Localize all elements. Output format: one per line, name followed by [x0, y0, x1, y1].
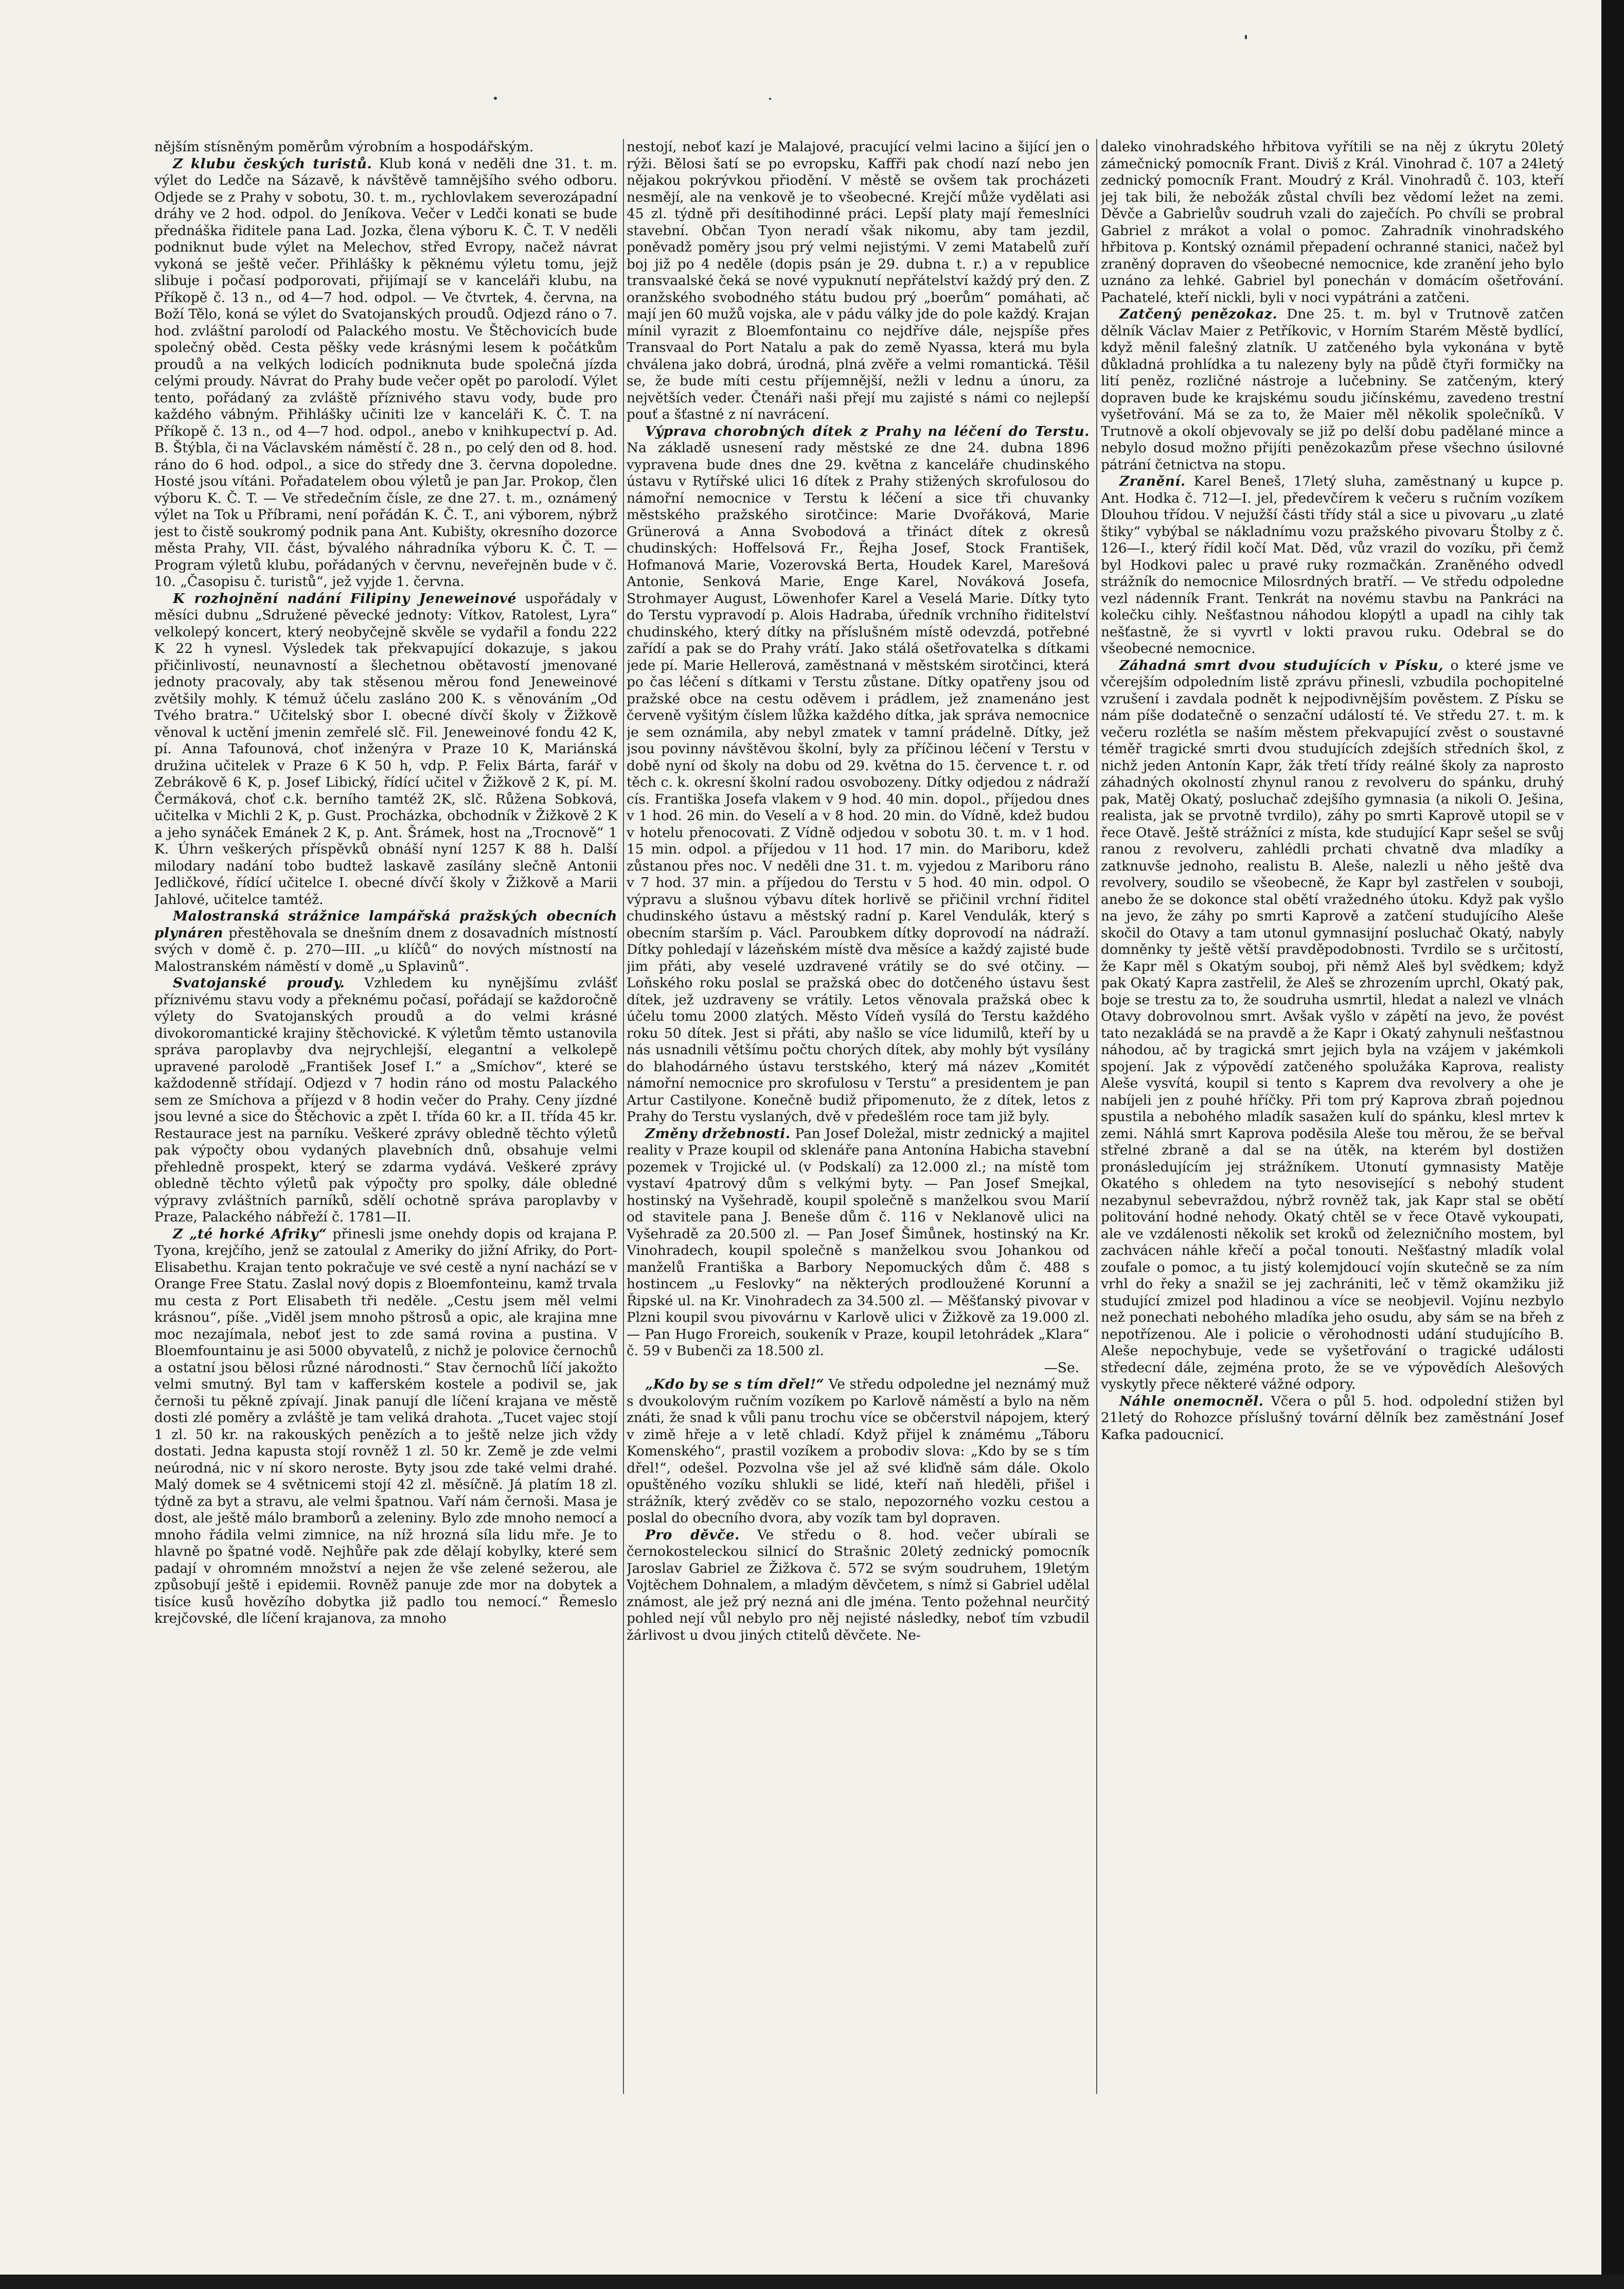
column-divider [623, 139, 624, 2094]
article-body: Karel Beneš, 17letý sluha, zaměstnaný u kupce p. Ant. Hodka č. 712—I. jel, předevčírem k večeru s ručním vozíkem Dlouhou třídou. V nejužší části třídy stál a sice u pivovaru „u zlaté štiky“ vybýbal se nákladnímu vozu pražského pivovaru Štolby z č. 126—I., který řídil kočí Mat. Děd, vůz vrazil do vozíku, při čemž byl Hodkovi palec u pravé ruky rozmačkán. Zraněného odvedl strážník do nemocnice Milosrdných bratří. — Ve středu odpoledne vezl nádenník Frant. Tenkrát na novému stavbu na Pankráci na kolečku cihly. Nešťastnou náhodou klopýtl a upadl na cihly tak nešťastně, že si vyvrtl v lokti pravou ruku. Odebral se do všeobecné nemocnice. [1101, 473, 1564, 656]
article-sudden-illness [1101, 1393, 1564, 1444]
article-heading: „Kdo by se s tím dřel!“ [645, 1376, 825, 1392]
article-body: Ve středu odpoledne jel neznámý muž s dvoukolovým ručním vozíkem po Karlově náměstí a bylo na něm znáti, že snad k vůli panu trochu více se občerstvil nápojem, který v zimě hřeje a v letě chladí. Když přijel k známému „Táboru Komenského“, prastil vozíkem a probodiv slova: „Kdo by se s tím dřel!“, odešel. Pozvolna vše jel až své kliďně sám dále. Okolo opuštěného vozíku shlukli se lidé, kteří naň hleděli, přišel i strážník, který zvěděv co se stalo, nepozorného vozku cestou a poslal do obecního dvora, aby vozík tam byl dopraven. [627, 1376, 1090, 1526]
article-abandoned-cart [627, 1376, 1090, 1527]
article-body: o které jsme ve včerejším odpoledním listě zprávu přinesli, vzbudila pochopitelné vzrušení i zavdala podnět k nejpodivnějším pověstem. Z Písku se nám píše dodatečně o senzační událostí té. Ve středu 27. t. m. k večeru rozlétla se naším městem překvapující zvěst o soustavné téměř tragické smrti dvou studujících zdejších středních škol, z nichž jeden Antonín Kapr, žák třetí třídy reálné školy za naprosto záhadných okolností zhynul ranou z revolveru do spánku, druhý pak, Matěj Okatý, posluchač zdejšího gymnasia (a nikoli O. Ješina, realista, jak se prvotně tvrdilo), záhy po smrti Kaprově utopil se v řece Otavě. Ještě strážníci z místa, kde studující Kapr sešel se svůj ranou z revolveru, zahlédli prchati chvatně dva mladíky a zatknuvše jednoho, realistu B. Aleše, nalezli u něho ještě dva revolvery, soudilo se všeobecně, že Kapr byl zastřelen v souboji, anebo že se dokonce stal obětí vražedného útoku. Když pak vyšlo na jevo, že záhy po smrti Kaprově a zatčení studujícího Aleše skočil do Otavy a tam utonul gymnasijní posluchač Okatý, nabyly domněnky ty ještě větší pravděpodobnosti. Tvrdilo se s určitostí, že Kapr měl s Okatým souboj, při němž Aleš byl svědkem; když pak Okatý Kapra zastřelil, že Aleš se zhrozením uprchl, Okatý pak, boje se trestu za to, že soudruha usmrtil, hledat a nalezl ve vlnách Otavy dobrovolnou smrt. Avšak vyšlo v zápětí na jevo, že povést tato nezakládá se na pravdě a že Kapr i Okatý zahynuli nešťastnou náhodou, ač by tragická smrt jejich byla na vzájem v jakémkoli spojení. Jak z výpovědí zatčeného spolužáka Kaprova, realisty Aleše vysvítá, koupil si tento s Kaprem dva revolvery a ohe je nabíjeli jen z pouhé hříčky. Při tom prý Kaprova zbraň pojednou spustila a nebohého mladík sasažen kulí do spánku, klesl mrtev k zemi. Náhlá smrt Kaprova poděsila Aleše tou měrou, že se beřval střelné zbraně a dal se na útěk, na kterém byl dostižen pronásledujícím jej strážníkem. Utonutí gymnasisty Matěje Okatého s ohledem na tyto nesovisející s nebohý student nezabynul sebevraždou, nýbrž rovněž tak, jak Kapr stal se obětí politování hodné nehody. Okatý chtěl se v řece Otavě vykoupati, ale ve vzdálenosti několik set kroků od železničního mostem, byl zachvácen náhle křečí a počal tonouti. Nešťastný mladík volal zoufale o pomoc, a tu jistý kolemjdoucí vojín skutečně se za ním vrhl do řeky a snažil se jej zachrániti, leč v těmž okamžiku již studující zmizel pod hladinou a více se neobjevil. Vojínu nezbylo než ponechati nebohého mladíka jeho osudu, aby sám se na břeh z nepotřízenou. Ale i policie o věrohodnosti udání studujícího B. Aleše nepochybuje, vede se vyšetřování o tragické události středecní dále, zejména proto, že se ve výpovědích Alešových vyskytly přece některé vážné odpory. [1101, 657, 1564, 1392]
scan-border-right [1601, 0, 1624, 2289]
article-body: Včera o půl 5. hod. odpolední stižen byl 21letý do Rohozce příslušný tovární dělník bez zaměstnání Josef Kafka padoucnicí. [1101, 1393, 1564, 1443]
article-heading: Náhle onemocněl. [1119, 1393, 1264, 1409]
article-jenewein-fund [154, 591, 617, 909]
article-counterfeiter [1101, 306, 1564, 473]
article-body: Ve středu o 8. hod. večer ubírali se černokosteleckou silnicí do Strašnic 20letý zednický pomocník Jaroslav Gabriel ze Žižkova č. 572 se svým soudruhem, 19letým Vojtěchem Dohnalem, a mladým děvčetem, s nímž si Gabriel udělal známost, ale jež prý nezná ani dle jména. Tento požehnal neurčitý pohled nejí vůl nebylo pro něj nejisté následky, neboť tím vzbudil žárlivost u dvou jiných ctitelů děvčete. Ne- [627, 1527, 1090, 1643]
article-africa-letter [154, 1226, 617, 1627]
article-for-girl [627, 1527, 1090, 1644]
article-heading: Výprava chorobných dítek z Prahy na léčení do Terstu. [645, 423, 1090, 439]
article-continuation: daleko vinohradského hřbitova vyřítili se na něj z úkrytu 20letý zámečnický pomocník Frant. Diviš z Král. Vinohrad č. 107 a 24letý zednický pomocník Frant. Moudrý z Král. Vinohradů č. 103, kteří jej tak bili, že nebožák zůstal chvíli bez vědomí ležet na zemi. Děvče a Gabrielův soudruh vzali do zaječích. Po chvíli se probral Gabriel z mrákot a volal o pomoc. Zahradník vinohradského hřbitova p. Kontský oznámil přepadení ochranné stanici, načež byl zraněný dopraven do všeobecné nemocnice, kde zranění jeho bylo uznáno za lehké. Gabriel byl ponechán v domácím ošetřování. Pachatelé, kteří nickli, byli v noci vypátráni a zatčeni. [1101, 139, 1564, 306]
scan-border-bottom [0, 2275, 1624, 2289]
article-heading: Svatojanské proudy. [173, 975, 345, 991]
article-body: uspořádaly v měsíci dubnu „Sdružené pěvecké jednoty: Vítkov, Ratolest, Lyra“ velkolepý koncert, který neobyčejně skvěle se vydařil a fondu 222 K 22 h vynesl. Výsledek tak překvapující dokazuje, s jakou přičinlivostí, neunavností a šlechetnou obětavostí jmenované jednoty pracovaly, aby tak stěsenou měrou fond Jeneweinové zvětšily mohly. K témuž účelu zasláno 200 K. s věnováním „Od Tvého bratra.“ Učitelský sbor I. obecné dívčí školy v Žižkově věnoval k uctění jmenin zemřelé slč. Fil. Jeneweinové fondu 42 K, pí. Anna Tafounová, choť inženýra v Praze 10 K, Mariánská družina učitelek v Praze 6 K 50 h, vdp. P. Felix Bárta, farář v Zebrákově 6 K, p. Josef Libický, řídící učitel v Žižkově 2 K, pí. M. Čermáková, choť c.k. berního tamtéž 2K, slč. Růžena Sobková, učitelka v Michli 2 K, p. Gust. Procházka, obchodník v Žižkově 2 K a jeho synáček Emánek 2 K, p. Ant. Šrámek, host na „Trocnově“ 1 K. Úhrn veškerých příspěvků obnáší nyní 1257 K 88 h. Další milodary nadání tobo budtež laskavě zasílány slečně Antonii Jedličkové, řídící učitelce I. obecné dívčí školy v Žižkově a Marii Jahlové, učitelce tamtéž. [154, 590, 617, 908]
article-heading: Zatčený penězokaz. [1119, 306, 1278, 322]
article-body: Na základě usnesení rady městské ze dne 24. dubna 1896 vypravena bude dnes dne 29. května z kanceláře chudinského ústavu v Rytířské ulici 16 dítek z Prahy stižených skrofulosou do námořní nemocnice v Terstu k léčení a sice tři chuvanky městského pražského sirotčince: Marie Dvořáková, Marie Grünerová a Anna Svobodová a třináct dítek z okresů chudinských: Hoffelsová Fr., Řejha Josef, Stock František, Hofmanová Marie, Vozerovská Berta, Houdek Karel, Marešová Antonie, Senková Marie, Enge Karel, Nováková Josefa, Strohmayer August, Löwenhofer Karel a Veselá Marie. Dítky tyto do Terstu vypravodí p. Alois Hadraba, úředník vrchního řiditelství chudinského, který dítky na příslušném místě odevzdá, potřebné zařídí a pak se do Prahy vrátí. Jako stálá ošetřovatelka s dítkami jede pí. Marie Hellerová, zaměstnaná v městském sirotčinci, která po čas léčení s dítkami v Terstu zůstane. Dítky opatřeny jsou od pražské obce na cestu oděvem i prádlem, jež znamenáno jest červeně vyšitým číslem lůžka každého dítka, jak správa nemocnice je sem oznámila, aby nebyl zmatek v tamní prádelně. Dítky, jež jsou povinny návštěvou školní, byly za příčinou léčení v Terstu v době nyní od školy na dobu od 29. května do 15. července t. r. od těch c. k. okresní školní radou osvobozeny. Dítky odjedou z nádraží cís. Františka Josefa vlakem v 9 hod. 40 min. dopol., příjedou dnes v 1 hod. 26 min. do Veselí a v 8 hod. 20 min. do Vídně, kdež budou v hotelu přenocovati. Z Vídně odjedou v sobotu 30. t. m. v 1 hod. 15 min. odpol. a příjedou v 11 hod. 17 min. do Mariboru, kdež zůstanou přes noc. V neděli dne 31. t. m. vyjedou z Mariboru ráno v 7 hod. 37 min. a příjedou do Terstu v 5 hod. 40 min. odpol. O výpravu a slušnou výbavu dítek horlivě se přičinil vrchní řiditel chudinského ústavu a městský radní p. Karel Vendulák, který s obecním starším p. Václ. Paroubkem dítky doprovodí na nádraží. Dítky pohledají v lázeňském místě dva měsíce a každý zajisté bude jim přáti, aby veselé uzdravené vrátily se do své otčiny. — Loňského roku poslal se pražská obec do dotčeného ústavu šest dítek, jež uzdraveny se vrátily. Letos věnovala pražská obec k účelu tomu 2000 zlatých. Město Vídeň vysílá do Terstu každého roku 50 dítek. Jest si přáti, aby našlo se více lidumilů, kteří by u nás usnadnili většímu počtu chorých dítek, aby mohly být vysílány do blahodárného ústavu terstského, který má název „Komitét námořní nemocnice pro skrofulosu v Terstu“ a presidentem je pan Artur Castilyone. Konečně budiž připomenuto, že z dítek, letos z Prahy do Terstu vyslaných, dvě v předešlém roce tam již byly. [627, 440, 1090, 1125]
article-heading: Malostranská strážnice lampářská pražských obecních plynáren [154, 908, 617, 941]
article-heading: Zranění. [1119, 473, 1186, 489]
print-speck [1245, 35, 1247, 39]
article-body: Dne 25. t. m. byl v Trutnově zatčen dělník Václav Maier z Petříkovic, v Horním Starém Městě bydlící, když měnil falešný zlatník. U zatčeného byla vykonána v bytě důkladná prohlídka a tu nalezeny byly na půdě čtyři formičky na lití peněz, rozličné nástroje a lučebniny. Se zatčeným, který dopraven bude ke krajskému soudu jičínskému, zavedeno trestní vyšetřování. Má se za to, že Maier měl několik společníků. V Trutnově a okolí objevovaly se již po delší dobu padělané mince a nebylo dosud možno přijíti penězokazům přese všechno úsilovné pátrání četnictva na stopu. [1101, 306, 1564, 473]
article-heading: Pro děvče. [645, 1527, 740, 1543]
article-heading: Z „té horké Afriky“ [173, 1226, 327, 1242]
article-body: Pan Josef Doležal, mistr zednický a majitel reality v Praze koupil od sklenáře pana Antonína Habicha stavební pozemek v Trojické ul. (v Podskalí) za 12.000 zl.; na místě tom vystaví 4patrový dům s velkými byty. — Pan Josef Smejkal, hostinský na Vyšehradě, koupil společně s manželkou svou Marií od stavitele pana J. Beneše dům č. 116 v Neklanově ulici na Vyšehradě za 20.500 zl. — Pan Josef Šimůnek, hostinský na Kr. Vinohradech, koupil společně s manželkou svou Johankou od manželů Františka a Barbory Nepomuckých dům č. 488 s hostincem „u Feslovky“ na některých prodloužené Korunní a Řipské ul. na Kr. Vinohradech za 34.500 zl. — Měšťanský pivovar v Plzni koupil svou pivovárnu v Karlově ulici v Žižkově za 19.000 zl. — Pan Hugo Froreich, soukeník v Praze, koupil letohrádek „Klara“ č. 59 v Bubenči za 18.500 zl. [627, 1125, 1090, 1359]
article-heading: Změny držebnosti. [645, 1125, 791, 1142]
article-gasworks-station [154, 908, 617, 975]
print-speck [769, 98, 771, 100]
article-body: Klub koná v neděli dne 31. t. m. výlet do Ledče na Sázavě, k návštěvě tamnějšího svého odboru. Odjede se z Prahy v sobotu, 30. t. m., rychlovlakem severozápadní dráhy ve 2 hod. odpol. do Jeníkova. Večer v Ledči konati se bude přednáška řiditele pana Lad. Jozka, člena výboru K. Č. T. V neděli podniknut bude výlet na Melechov, střed Evropy, načež návrat vykoná se ještě večer. Přihlášky k pěknému výletu tomu, jejž slibuje i počasí podporovati, přijímají se v kanceláři klubu, na Příkopě č. 13 n., od 4—7 hod. odpol. — Ve čtvrtek, 4. června, na Boží Tělo, koná se výlet do Svatojanských proudů. Odjezd ráno o 7. hod. zvláštní parolodí od Palackého mostu. Ve Štěchovicích bude společný oběd. Cesta pěšky vede krásnými lesem k počátkům proudů a na velkých lodicích podniknuta bude společná jízda celými proudy. Návrat do Prahy bude večer opět po parolodí. Výlet tento, pořádaný za zvláště příznivého stavu vody, bude pro každého vábným. Přihlášky učiniti lze v kanceláři K. Č. T. na Příkopě č. 13 n., od 4—7 hod. odpol., anebo v knihkupectví p. Ad. B. Štýbla, či na Václavském náměstí č. 28 n., po celý den od 8. hod. ráno do 6 hod. odpol., a sice do středy dne 3. června dopoledne. Hosté jsou vítáni. Pořadatelem obou výletů je pan Jar. Prokop, člen výboru K. Č. T. — Ve středečním čísle, ze dne 27. t. m., oznámený výlet na Tok u Příbrami, není pořádán K. Č. T., ani výborem, nýbrž jest to čistě soukromý podnik pana Ant. Kubišty, okresního dozorce města Prahy, VII. část, bývalého náhradníka výboru K. Č. T. — Program výletů klubu, pořádaných v červnu, neveřejněn bude v č. 10. „Časopisu č. turistů“, jež vyjde 1. června. [154, 155, 617, 590]
article-signature: —Se. [1044, 1359, 1079, 1376]
article-children-trieste [627, 423, 1090, 1126]
article-body: přinesli jsme onehdy dopis od krajana P. Tyona, krejčího, jenž se zatoulal z Ameriky do jižní Afriky, do Port-Elisabethu. Krajan tento pokračuje ve své cestě a nyní nachází se v Orange Free Statu. Zaslal nový dopis z Bloemfonteinu, kamž trvala mu cesta z Port Elisabeth tři neděle. „Cestu jsem měl velmi krásnou“, píše. „Viděl jsem mnoho pštrosů a opic, ale krajina mne moc nezajímala, neboť jest to zde samá rovina a pustina. V Bloemfountainu je asi 5000 obyvatelů, z nichž je polovice černochů a ostatní jsou bělosi různé národnosti.“ Stav černochů líčí jakožto velmi smutný. Byl tam v kafferském kostele a podivil se, jak černoši tu pěkně zpívají. Jinak panují dle líčení krajana ve městě dosti zlé poměry a zvláště je tam veliká drahota. „Tucet vajec stojí 1 zl. 50 kr. na rakouských penězích a to ještě nelze jich vždy dostati. Jedna kapusta stojí rovněž 1 zl. 50 kr. Země je zde velmi neúrodná, nic v ní skoro neroste. Byty jsou zde také velmi drahé. Malý domek se 4 světnicemi stojí 42 zl. měsíčně. Já platím 18 zl. týdně za byt a stravu, ale velmi špatnou. Vaří nám černoši. Masa je dost, ale ještě málo bramborů a zeleniny. Bylo zde mnoho nemocí a mnoho řádila velmi zimnice, na níž hrozná síla lidu mře. Je to hlavně po špatné vodě. Nejhůře pak zde dělají kobylky, které sem padají v ohromném množství a nejen že vše zelené sežerou, ale způsobují ještě i epidemii. Rovněž panuje zde mor na dobytek a tisíce kusů hovězího dobytka již padlo tou nemocí.“ Řemeslo krejčovské, dle líčení krajanova, za mnoho [154, 1226, 617, 1626]
column-right [1101, 139, 1564, 2094]
article-pisek-students [1101, 658, 1564, 1393]
article-body: Vzhledem ku nynějšímu zvlášť příznivému stavu vody a překnému počasí, pořádají se každoročně výlety do Svatojanských proudů a do velmi krásné divokoromantické krajiny štěchovické. K výletům těmto ustanovila správa paroplavby dva nejrychlejší, elegantní a velkolepě upravené parolodě „František Josef I.“ a „Smíchov“, které se každodenně střídají. Odjezd v 7 hodin ráno od mostu Palackého sem ze Smíchova a příjezd v 8 hodin večer do Prahy. Ceny jízdné jsou levné a sice do Štěchovic a zpět I. třída 60 kr. a II. třída 45 kr. Restaurace jest na parníku. Veškeré zprávy obledně těchto výletů pak výpočty obou vydaných plavebních dnů, obsahuje velmi přehledně prospekt, který se zdarma vydává. Veškeré zprávy obledně těchto výletů pak výpočty pro spolky, dále obledné výpravy zvláštních parníků, sdělí ochotně správa paroplavby v Praze, Palackého nábřeží č. 1781—II. [154, 975, 617, 1225]
article-body: přestěhovala se dnešním dnem z dosavadních místností svých v domě č. p. 270—III. „u klíčů“ do nových místností na Malostranském náměstí v domě „u Splavinů“. [154, 925, 617, 974]
article-continuation: nestojí, neboť kazí je Malajové, pracující velmi lacino a šijící jen o rýži. Bělosi šatí se po evropsku, Kaffři pak chodí nazí nebo jen nějakou pokrývkou přiodění. V městě se ovšem tak procházeti nesmějí, ale na venkově je to všeobecné. Krejčí může vydělati asi 45 zl. týdně při desítihodinné práci. Lepší platy mají řemeslníci stavební. Občan Tyon neradí však nikomu, aby tam jezdil, poněvadž poměry jsou prý velmi nejistými. V zemi Matabelů zuří boj již po 4 neděle (dopis psán je 29. dubna t. r.) a v republice transvaalské čeká se nové vypuknutí nepřátelství každý prý den. Z oranžského svobodného státu budou prý „boerům“ pomáhati, ač mají jen 60 mužů vojska, ale v pádu války jde do pole každý. Krajan mínil vyrazit z Bloemfontainu co nejdříve dále, nejspíše přes Transvaal do Port Natalu a pak do země Nyassa, která mu byla chválena jako dobrá, úrodná, plná zvěře a velmi romantická. Těšil se, že bude míti cestu příjemnější, nežli v lednu a únoru, za největších veder. Čtenáři naši přejí mu zajisté s námi co nejlepší pouť a šťastné z ní navrácení. [627, 139, 1090, 422]
article-injuries [1101, 473, 1564, 658]
column-left [154, 139, 617, 2094]
article-heading: K rozhojnění nadání Filipiny Jeneweinové [173, 590, 516, 607]
article-heading: Z klubu českých turistů. [173, 155, 372, 172]
article-svatojanske-proudy [154, 975, 617, 1226]
column-middle [627, 139, 1090, 2094]
article-continuation: nějším stísněným poměrům výrobním a hospodářským. [154, 139, 534, 155]
article-heading: Záhadná smrt dvou studujících v Písku, [1119, 657, 1443, 673]
article-property-changes [627, 1126, 1090, 1360]
article-tourist-club [154, 156, 617, 591]
print-speck [494, 97, 497, 100]
column-divider [1096, 139, 1097, 2094]
